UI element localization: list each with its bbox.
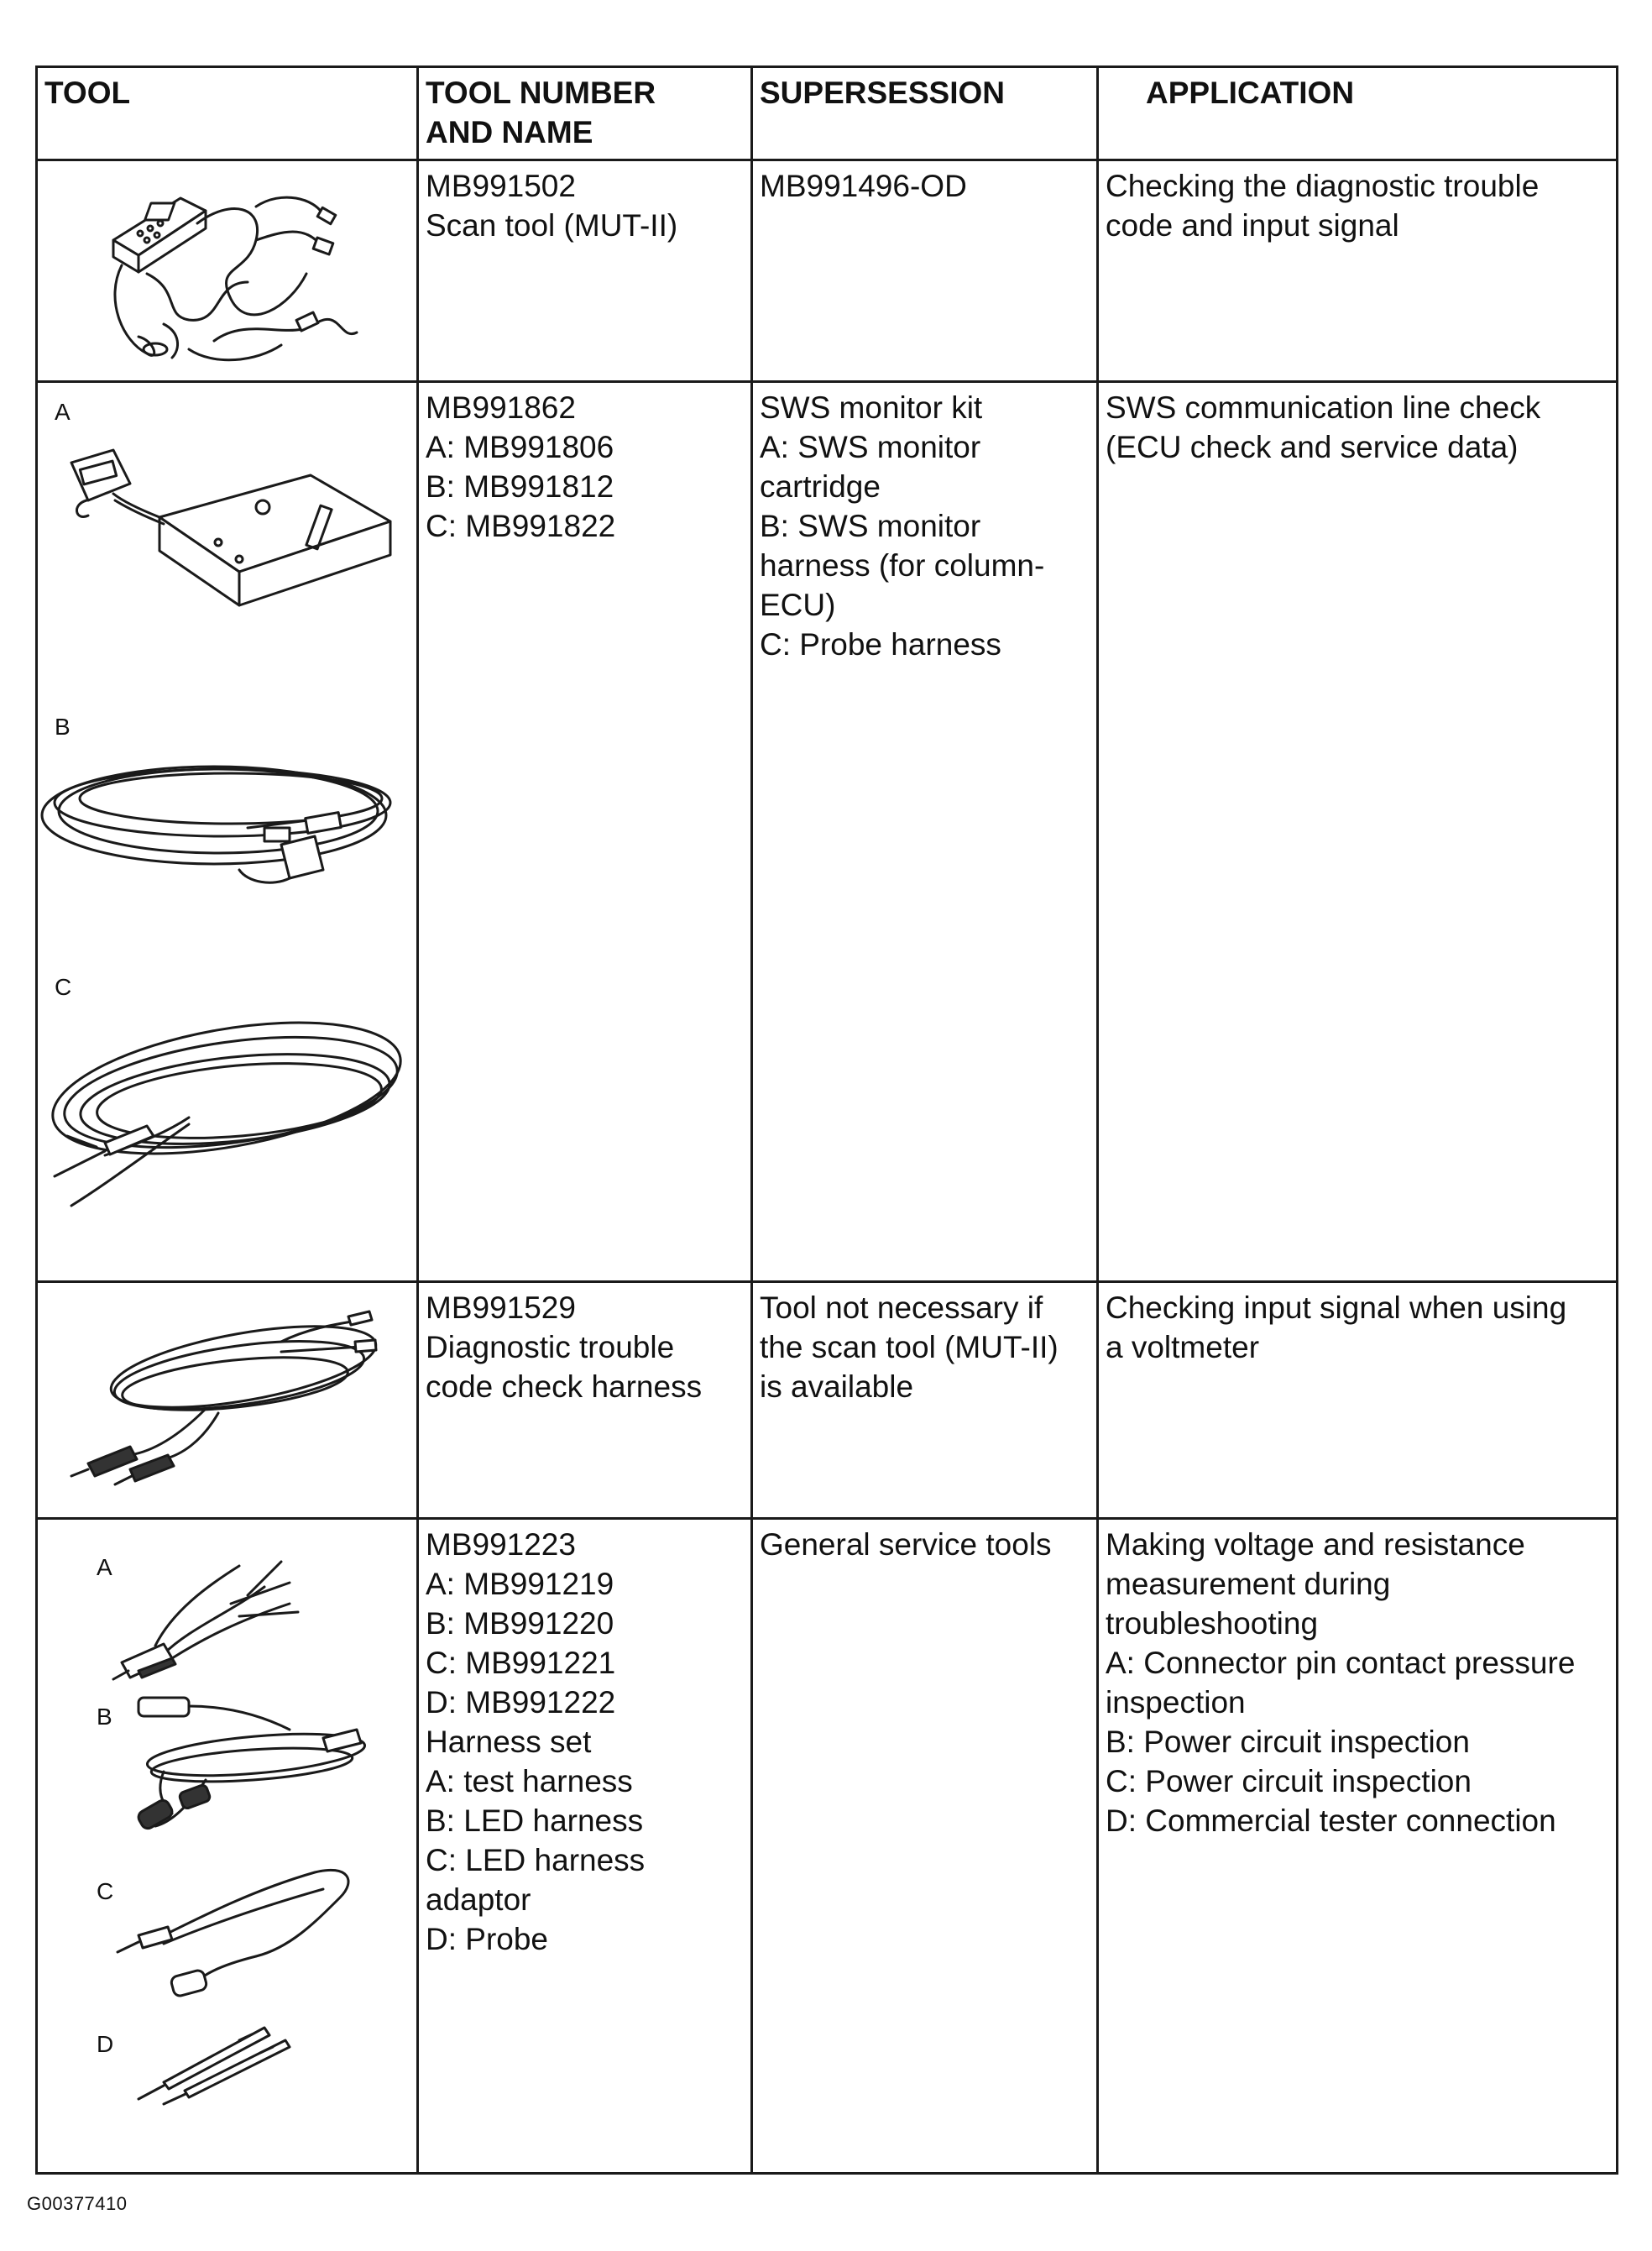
table-header-row (37, 67, 1618, 160)
application-cell: Making voltage and resistance measurement during troubleshooting A: Connector pin contact pressure inspection B: Power circuit inspection C: Power circuit inspection D: Commercial tester connection (1098, 1519, 1618, 2174)
tool-label-b: B (97, 1704, 112, 1730)
tool-label-a: A (97, 1554, 112, 1580)
supersession-cell: General service tools (752, 1519, 1098, 2174)
diagnostic-check-harness-drawing (38, 1283, 419, 1520)
table-row (37, 160, 1618, 382)
tool-label-b: B (55, 714, 71, 740)
probe-harness-drawing (38, 1000, 419, 1218)
tool-number-cell: MB991223 A: MB991219 B: MB991220 C: MB991221 D: MB991222 Harness set A: test harness B: LED harness C: LED harness adaptor D: Probe (418, 1519, 752, 2174)
test-harness-drawing (38, 1536, 419, 1688)
sws-monitor-harness-drawing (38, 736, 419, 903)
led-harness-adaptor-drawing (38, 1856, 419, 2007)
application-cell: Checking the diagnostic trouble code and input signal (1098, 160, 1618, 382)
header-tool-number-name: TOOL NUMBER AND NAME (418, 67, 752, 160)
header-tool: TOOL (37, 67, 418, 160)
special-tools-table (35, 65, 1618, 2175)
special-tools-sheet (35, 65, 1616, 2175)
supersession-cell: MB991496-OD (752, 160, 1098, 382)
tool-cell-harness-set (37, 1519, 418, 2174)
probe-drawing (38, 2007, 419, 2107)
scan-tool-mut-ii-drawing (38, 161, 419, 383)
sws-monitor-cartridge-drawing (38, 416, 419, 626)
tool-number-cell: MB991862 A: MB991806 B: MB991812 C: MB991822 (418, 382, 752, 1282)
application-cell: Checking input signal when using a voltmeter (1098, 1282, 1618, 1519)
table-row (37, 1282, 1618, 1519)
table-row (37, 382, 1618, 1282)
tool-cell-sws-monitor-kit (37, 382, 418, 1282)
tool-cell-check-harness (37, 1282, 418, 1519)
tool-label-c: C (55, 974, 72, 1000)
tool-cell-scan-tool (37, 160, 418, 382)
tool-number-cell: MB991529 Diagnostic trouble code check harness (418, 1282, 752, 1519)
application-cell: SWS communication line check (ECU check and service data) (1098, 382, 1618, 1282)
supersession-cell: Tool not necessary if the scan tool (MUT-II) is available (752, 1282, 1098, 1519)
tool-label-a: A (55, 399, 71, 425)
header-supersession: SUPERSESSION (752, 67, 1098, 160)
led-harness-drawing (38, 1688, 419, 1839)
table-row (37, 1519, 1618, 2174)
header-application: APPLICATION (1098, 67, 1618, 160)
tool-label-c: C (97, 1878, 114, 1904)
tool-label-d: D (97, 2031, 114, 2057)
tool-number-cell: MB991502 Scan tool (MUT-II) (418, 160, 752, 382)
figure-code: G00377410 (27, 2193, 128, 2214)
supersession-cell: SWS monitor kit A: SWS monitor cartridge B: SWS monitor harness (for column- ECU) C: Probe harness (752, 382, 1098, 1282)
